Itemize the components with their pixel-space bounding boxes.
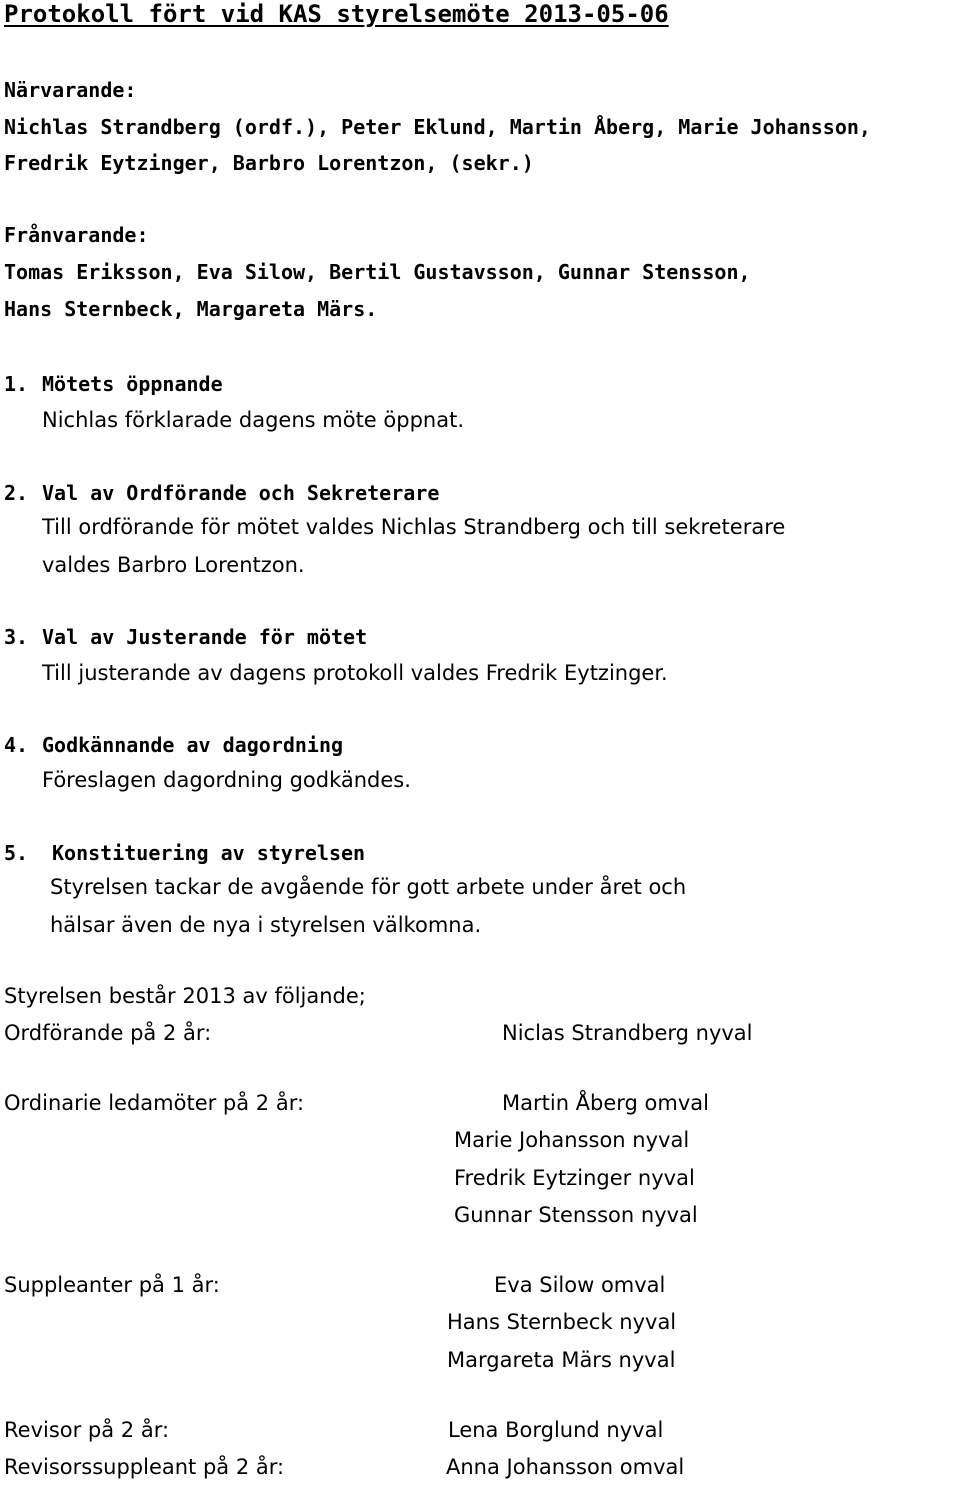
page-title: Protokoll fört vid KAS styrelsemöte 2013-05-06 (4, 0, 669, 28)
role-label-members: Ordinarie ledamöter på 2 år: (4, 1091, 305, 1115)
board-member-entry: Gunnar Stensson nyval (454, 1203, 698, 1227)
role-label-deputy-auditor: Revisorssuppleant på 2 år: (4, 1455, 285, 1479)
present-list-line-2: Fredrik Eytzinger, Barbro Lorentzon, (sekr.) (4, 151, 534, 175)
item-text: valdes Barbro Lorentzon. (42, 553, 305, 577)
absent-list-line-2: Hans Sternbeck, Margareta Märs. (4, 297, 378, 321)
item-heading: Konstituering av styrelsen (52, 841, 366, 865)
item-number: 2. (4, 481, 29, 505)
role-label-auditor: Revisor på 2 år: (4, 1418, 170, 1442)
board-member-entry: Niclas Strandberg nyval (502, 1021, 753, 1045)
board-member-entry: Eva Silow omval (494, 1273, 666, 1297)
board-member-entry: Hans Sternbeck nyval (447, 1310, 677, 1334)
board-member-entry: Lena Borglund nyval (448, 1418, 664, 1442)
absent-label: Frånvarande: (4, 223, 149, 247)
board-member-entry: Anna Johansson omval (446, 1455, 685, 1479)
role-label-chair: Ordförande på 2 år: (4, 1021, 212, 1045)
board-member-entry: Martin Åberg omval (502, 1091, 709, 1115)
board-intro: Styrelsen består 2013 av följande; (4, 984, 366, 1008)
item-number: 1. (4, 372, 29, 396)
item-number: 3. (4, 625, 29, 649)
item-heading: Mötets öppnande (42, 372, 223, 396)
item-text: hälsar även de nya i styrelsen välkomna. (50, 913, 482, 937)
item-text: Föreslagen dagordning godkändes. (42, 768, 411, 792)
item-text: Nichlas förklarade dagens möte öppnat. (42, 408, 464, 432)
board-member-entry: Marie Johansson nyval (454, 1128, 690, 1152)
item-heading: Godkännande av dagordning (42, 733, 344, 757)
item-text: Till ordförande för mötet valdes Nichlas Strandberg och till sekreterare (42, 515, 786, 539)
item-text: Styrelsen tackar de avgående för gott arbete under året och (50, 875, 687, 899)
absent-list-line-1: Tomas Eriksson, Eva Silow, Bertil Gustavsson, Gunnar Stensson, (4, 260, 751, 284)
role-label-deputies: Suppleanter på 1 år: (4, 1273, 220, 1297)
item-number: 4. (4, 733, 29, 757)
board-member-entry: Fredrik Eytzinger nyval (454, 1166, 695, 1190)
item-heading: Val av Justerande för mötet (42, 625, 368, 649)
item-heading: Val av Ordförande och Sekreterare (42, 481, 440, 505)
board-member-entry: Margareta Märs nyval (447, 1348, 676, 1372)
item-number: 5. (4, 841, 29, 865)
present-list-line-1: Nichlas Strandberg (ordf.), Peter Eklund, Martin Åberg, Marie Johansson, (4, 115, 871, 139)
present-label: Närvarande: (4, 78, 137, 102)
item-text: Till justerande av dagens protokoll valdes Fredrik Eytzinger. (42, 661, 668, 685)
